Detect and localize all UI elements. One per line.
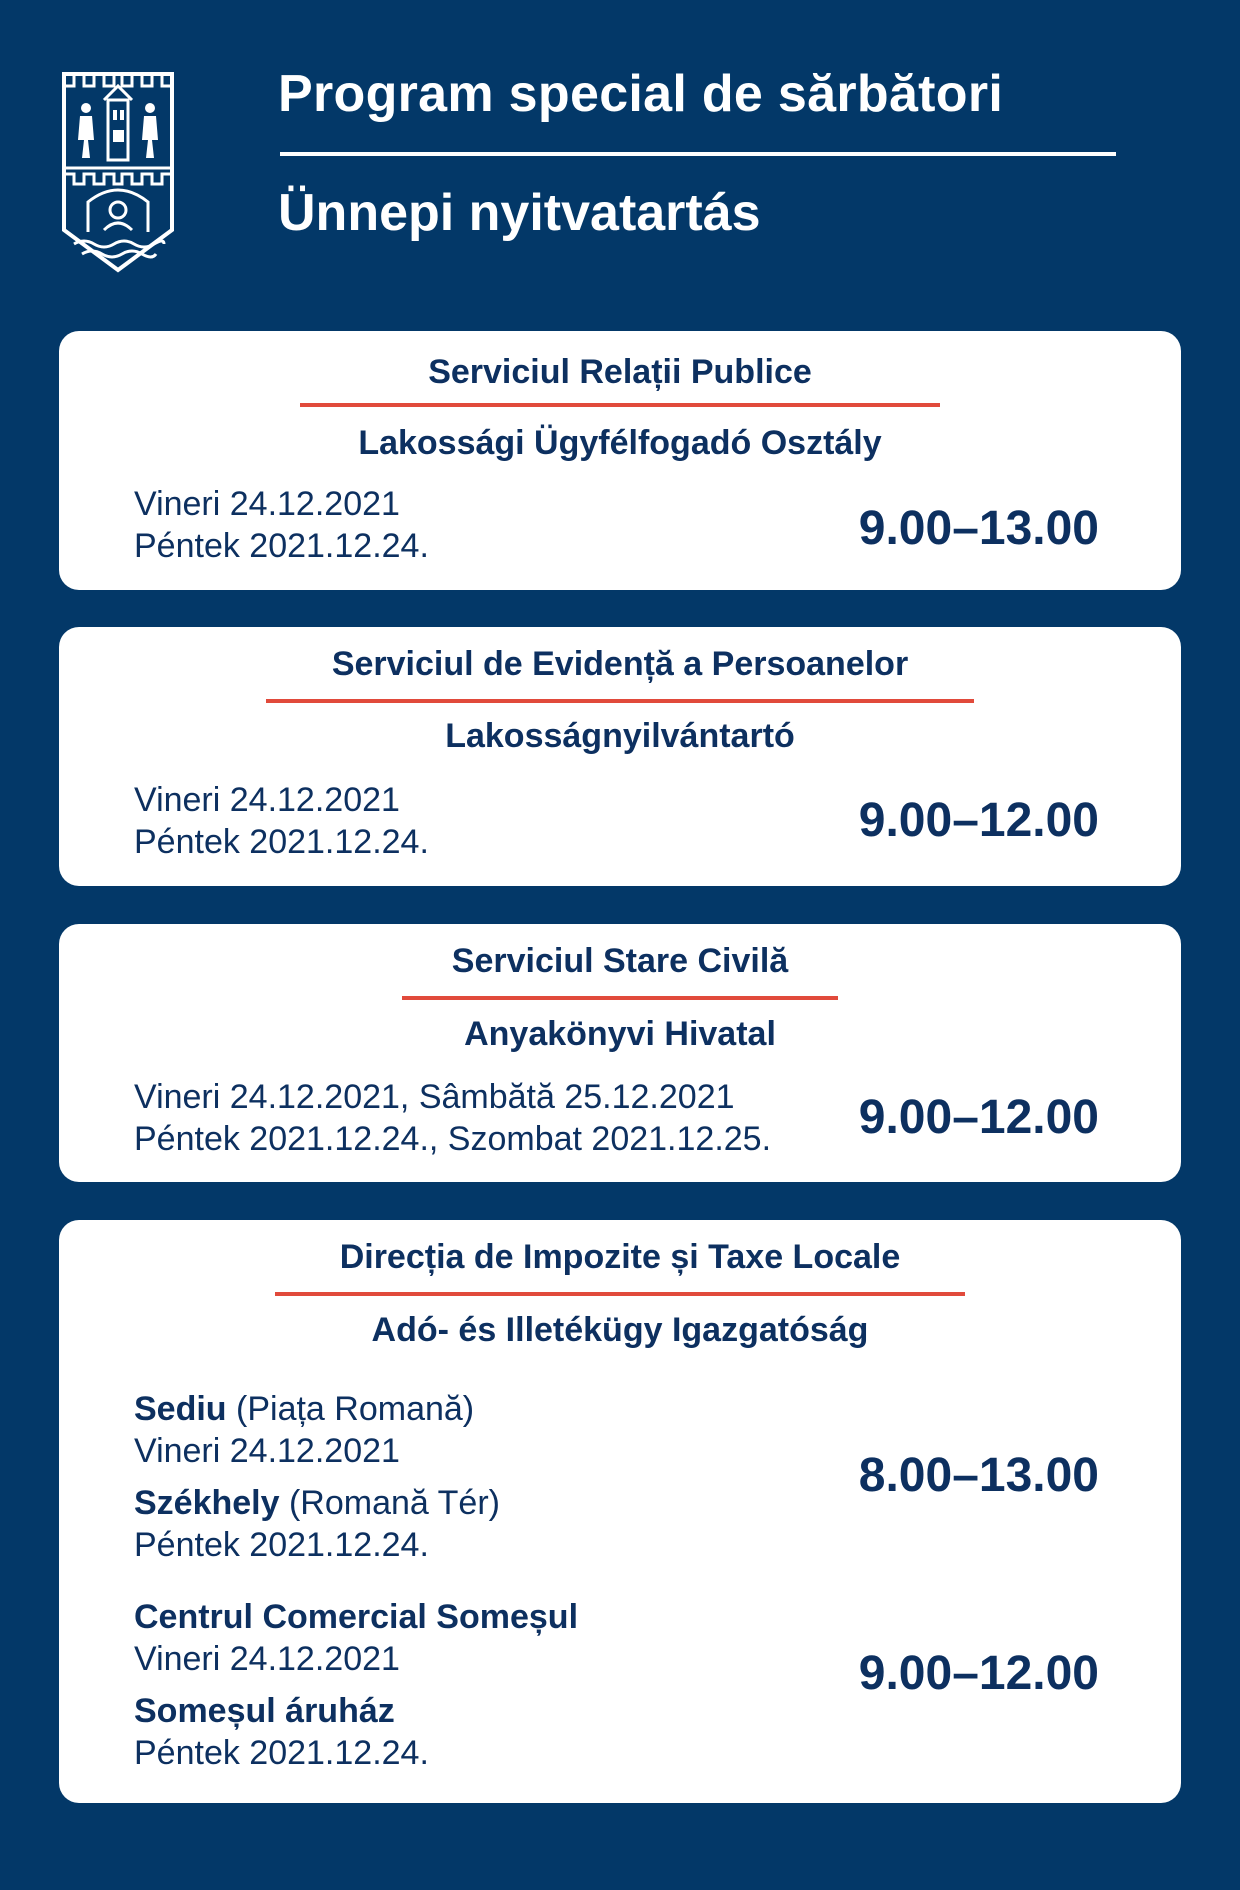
location-name-ro bbox=[134, 1388, 474, 1430]
opening-hours: 9.00–12.00 bbox=[858, 794, 1099, 847]
card-title-hu: Anyakönyvi Hivatal bbox=[464, 1015, 776, 1053]
card-title-hu: Lakosságnyilvántartó bbox=[445, 717, 795, 755]
page-title-ro: Program special de sărbători bbox=[278, 65, 1004, 123]
card-title-ro: Serviciul Relații Publice bbox=[428, 353, 812, 391]
location-name-hu bbox=[134, 1482, 500, 1524]
card-divider bbox=[275, 1292, 965, 1296]
card-title-hu: Adó- és Illetékügy Igazgatóság bbox=[371, 1311, 869, 1349]
card-divider bbox=[402, 996, 838, 1000]
location-name: Sediu bbox=[134, 1390, 227, 1428]
opening-hours: 9.00–12.00 bbox=[858, 1647, 1099, 1700]
date-ro: Vineri 24.12.2021 bbox=[134, 781, 400, 819]
card-divider bbox=[300, 403, 940, 407]
date-ro: Vineri 24.12.2021 bbox=[134, 485, 400, 523]
schedule-card-public-relations bbox=[59, 331, 1181, 590]
schedule-card-population-records bbox=[59, 627, 1181, 886]
card-title-hu: Lakossági Ügyfélfogadó Osztály bbox=[358, 424, 882, 462]
page-title-hu: Ünnepi nyitvatartás bbox=[278, 184, 761, 242]
header bbox=[0, 0, 1240, 300]
date-ro: Vineri 24.12.2021, Sâmbătă 25.12.2021 bbox=[134, 1078, 735, 1116]
schedule-card-local-taxes bbox=[59, 1220, 1181, 1803]
opening-hours: 8.00–13.00 bbox=[858, 1449, 1099, 1502]
card-divider bbox=[266, 699, 974, 703]
date-hu: Péntek 2021.12.24. bbox=[134, 823, 429, 861]
card-title-ro: Direcția de Impozite și Taxe Locale bbox=[339, 1238, 901, 1276]
city-coat-of-arms-icon bbox=[60, 70, 176, 274]
date-ro: Vineri 24.12.2021 bbox=[134, 1640, 400, 1678]
date-hu: Péntek 2021.12.24., Szombat 2021.12.25. bbox=[134, 1120, 772, 1158]
title-divider bbox=[280, 152, 1116, 156]
opening-hours: 9.00–12.00 bbox=[858, 1091, 1099, 1144]
opening-hours: 9.00–13.00 bbox=[858, 502, 1099, 555]
card-title-ro: Serviciul de Evidență a Persoanelor bbox=[331, 645, 909, 683]
date-ro: Vineri 24.12.2021 bbox=[134, 1432, 400, 1470]
date-hu: Péntek 2021.12.24. bbox=[134, 1526, 429, 1564]
location-name-ro: Centrul Comercial Someșul bbox=[134, 1598, 579, 1636]
location-name: Székhely bbox=[134, 1484, 280, 1522]
card-title-ro: Serviciul Stare Civilă bbox=[451, 942, 789, 980]
schedule-card-civil-status bbox=[59, 924, 1181, 1182]
date-hu: Péntek 2021.12.24. bbox=[134, 1734, 429, 1772]
location-detail: (Romană Tér) bbox=[279, 1484, 500, 1522]
date-hu: Péntek 2021.12.24. bbox=[134, 527, 429, 565]
location-name-hu: Someșul áruház bbox=[134, 1692, 395, 1730]
location-detail: (Piața Romană) bbox=[226, 1390, 475, 1428]
